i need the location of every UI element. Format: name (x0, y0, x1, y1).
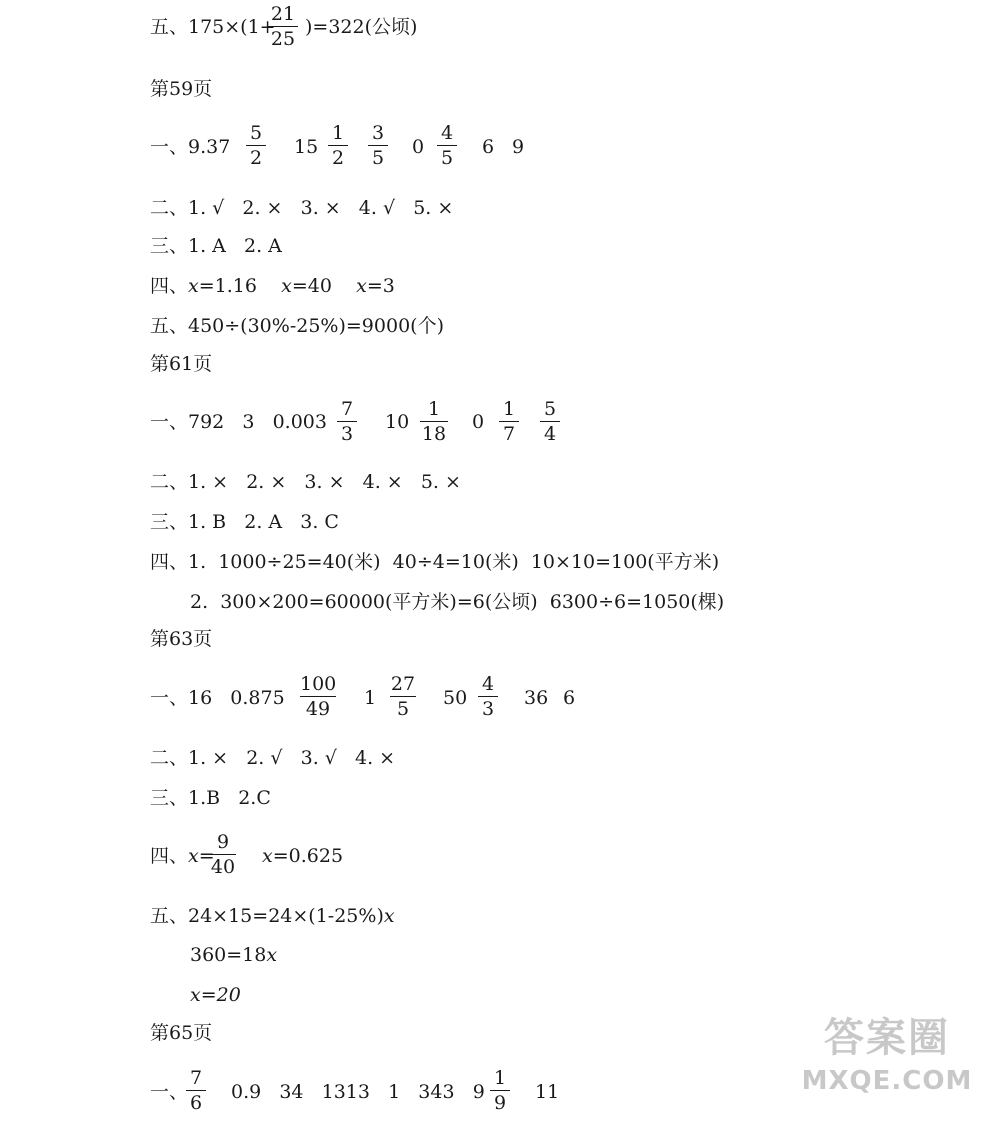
answer-line: 二、1. √ 2. × 3. × 4. √ 5. × (150, 197, 454, 219)
answer-text: 10 (385, 411, 410, 433)
fraction: 1 7 (499, 398, 519, 445)
fraction: 1 9 (490, 1067, 510, 1114)
page-heading: 第63页 (150, 628, 213, 650)
answer-text: )=322(公顷) (305, 16, 418, 38)
fraction: 1 2 (328, 122, 348, 169)
answer-line: 三、1. B 2. A 3. C (150, 511, 339, 533)
fraction: 100 49 (300, 673, 337, 720)
answer-line: 四、1. 1000÷25=40(米) 40÷4=10(米) 10×10=100(平方米) (150, 551, 720, 573)
answer-text: 11 (535, 1081, 560, 1103)
answer-text: 15 (294, 136, 319, 158)
page-heading: 第61页 (150, 353, 213, 375)
answer-text: 1 (364, 687, 377, 709)
answer-line: 三、1.B 2.C (150, 787, 271, 809)
answer-text: 6 (482, 136, 495, 158)
watermark-url: MXQE.COM (801, 1066, 973, 1096)
answer-text: x=0.625 (262, 845, 344, 867)
fraction: 7 3 (337, 398, 357, 445)
answer-line-wu-top (150, 15, 276, 39)
watermark-logo (792, 1013, 982, 1113)
answer-line: x=20 (190, 984, 241, 1006)
answer-text: 6 (563, 687, 576, 709)
answer-text: 9 (512, 136, 525, 158)
fraction: 5 4 (540, 398, 560, 445)
answer-text: 0 (412, 136, 425, 158)
fraction: 27 5 (390, 673, 416, 720)
fraction: 7 6 (186, 1067, 206, 1114)
answer-text: 五、175×(1+ (150, 16, 276, 38)
answer-line: 二、1. × 2. √ 3. √ 4. × (150, 747, 396, 769)
answer-text: 一、9.37 (150, 136, 231, 158)
fraction: 4 3 (478, 673, 498, 720)
answer-text: 36 (524, 687, 549, 709)
fraction: 3 5 (368, 122, 388, 169)
answer-text: 0 (472, 411, 485, 433)
fraction: 4 5 (437, 122, 457, 169)
answer-text: 一、16 0.875 (150, 687, 285, 709)
fraction: 21 25 (268, 3, 298, 50)
fraction: 9 40 (210, 831, 236, 878)
page-heading: 第59页 (150, 78, 213, 100)
answer-line: 三、1. A 2. A (150, 235, 282, 257)
answer-line: 五、450÷(30%-25%)=9000(个) (150, 315, 444, 337)
page-heading: 第65页 (150, 1022, 213, 1044)
answer-line: 四、x=1.16 x=40 x=3 (150, 275, 395, 297)
fraction: 5 2 (246, 122, 266, 169)
answer-text: 50 (443, 687, 468, 709)
fraction: 1 18 (421, 398, 447, 445)
watermark-title: 答案圈 (824, 1015, 950, 1061)
answer-text: 四、x= (150, 845, 215, 867)
answer-text: 一、792 3 0.003 (150, 411, 327, 433)
answer-text: 一、 (150, 1081, 189, 1103)
answer-line: 五、24×15=24×(1-25%)x (150, 905, 395, 927)
answer-line: 360=18x (190, 944, 278, 966)
answer-text: 0.9 34 1313 1 343 9 (231, 1081, 485, 1103)
answer-line: 2. 300×200=60000(平方米)=6(公顷) 6300÷6=1050(棵) (190, 591, 725, 613)
answer-line: 二、1. × 2. × 3. × 4. × 5. × (150, 471, 461, 493)
